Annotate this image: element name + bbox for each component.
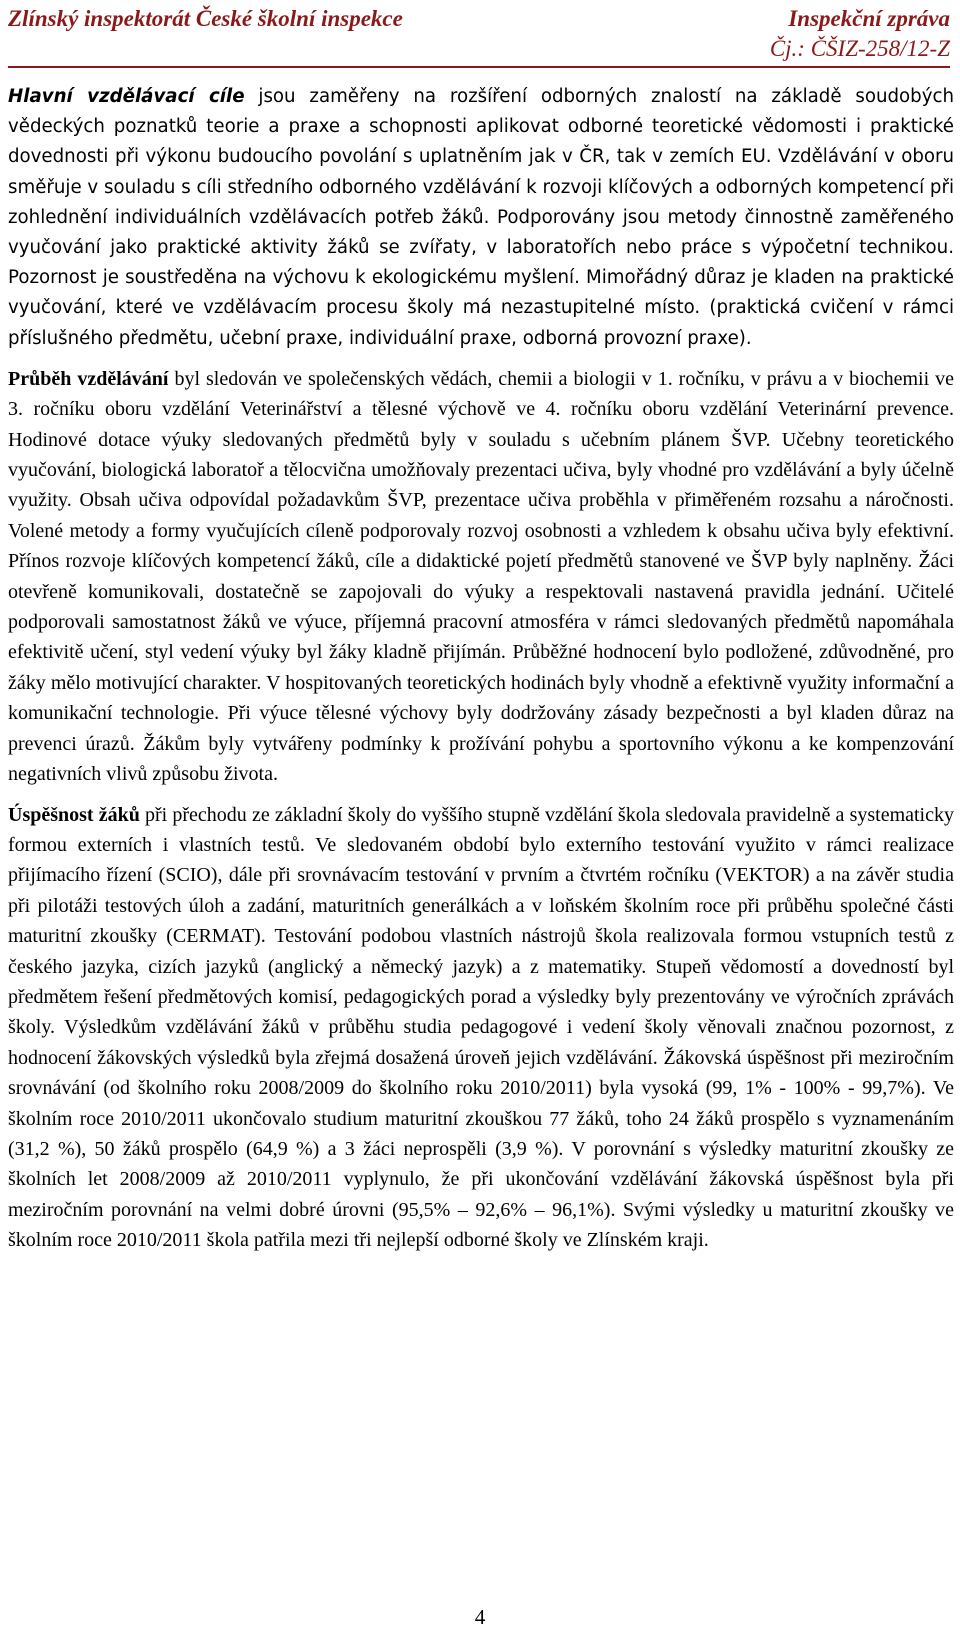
paragraph-lead: Hlavní vzdělávací cíle (8, 86, 245, 107)
paragraph-educational-goals (8, 82, 954, 354)
paragraph-education-course (8, 364, 954, 790)
header-reference-number: Čj.: ČŠIZ-258/12-Z (769, 36, 950, 61)
paragraph-text: byl sledován ve společenských vědách, chemii a biologii v 1. ročníku, v právu a v biochemii ve 3. ročníku oboru vzdělání Veterinářství a tělesné výchově ve 4. ročníku oboru vzdělání Veterinární prevence. Hodinové dotace výuky sledovaných předmětů byly v souladu s učebním plánem ŠVP. Učebny teoretického vyučování, biologická laboratoř a tělocvična umožňovaly prezentaci učiva, byly vhodné pro vzdělávání a byly účelně využity. Obsah učiva odpovídal požadavkům ŠVP, prezentace učiva proběhla v přiměřeném rozsahu a náročnosti. Volené metody a formy vyučujících cíleně podporovaly rozvoj osobnosti a vzhledem k obsahu učiva byly efektivní. Přínos rozvoje klíčových kompetencí žáků, cíle a didaktické pojetí předmětů stanovené ve ŠVP byly naplněny. Žáci otevřeně komunikovali, dostatečně se zapojovali do výuky a respektovali nastavená pravidla jednání. Učitelé podporovali samostatnost žáků ve výuce, příjemná pracovní atmosféra v rámci sledovaných předmětů napomáhala efektivitě učení, styl vedení výuky byl žáky kladně přijímán. Průběžné hodnocení bylo podložené, zdůvodněné, pro žáky mělo motivující charakter. V hospitovaných teoretických hodinách byly vhodně a efektivně využity informační a komunikační technologie. Při výuce tělesné výchovy byly dodržovány zásady bezpečnosti a byl kladen důraz na prevenci úrazů. Žákům byly vytvářeny podmínky k prožívání pohybu a sportovního výkonu a ke kompenzování negativních vlivů způsobu života. (8, 367, 955, 786)
paragraph-student-success (8, 800, 954, 1256)
header-divider (8, 66, 950, 68)
paragraph-text: jsou zaměřeny na rozšíření odborných znalostí na základě soudobých vědeckých poznatků teorie a praxe a schopnosti aplikovat odborné teoretické vědomosti i praktické dovednosti při výkonu budoucího povolání s uplatněním jak v ČR, tak v zemích EU. Vzdělávání v oboru směřuje v souladu s cíli středního odborného vzdělávání k rozvoji klíčových a odborných kompetencí při zohlednění individuálních vzdělávacích potřeb žáků. Podporovány jsou metody činnostně zaměřeného vyučování jako praktické aktivity žáků se zvířaty, v laboratořích nebo práce s výpočetní technikou. Pozornost je soustředěna na výchovu k ekologickému myšlení. Mimořádný důraz je kladen na praktické vyučování, které ve vzdělávacím procesu školy má nezastupitelné místo. (praktická cvičení v rámci příslušného předmětu, učební praxe, individuální praxe, odborná provozní praxe). (8, 86, 954, 349)
header-report-title: Inspekční zpráva (788, 6, 950, 31)
page-header (0, 0, 960, 72)
header-inspectorate: Zlínský inspektorát České školní inspekce (8, 6, 403, 31)
document-body (8, 82, 954, 1256)
paragraph-text: při přechodu ze základní školy do vyššího stupně vzdělání škola sledovala pravidelně a systematicky formou externích i vlastních testů. Ve sledovaném období bylo externího testování využito v rámci realizace přijímacího řízení (SCIO), dále při srovnávacím testování v prvním a čtvrtém ročníku (VEKTOR) a na závěr studia při pilotáži testových úloh a zadání, maturitních generálkách a v loňském školním roce při průběhu společné části maturitní zkoušky (CERMAT). Testování podobou vlastních nástrojů škola realizovala formou vstupních testů z českého jazyka, cizích jazyků (anglický a německý jazyk) a z matematiky. Stupeň vědomostí a dovedností byl předmětem řešení předmětových komisí, pedagogických porad a výsledky byly prezentovány ve výročních zprávách školy. Výsledkům vzdělávání žáků v průběhu studia pedagogové i vedení školy věnovali značnou pozornost, z hodnocení žákovských výsledků byla zřejmá dosažená úroveň jejich vzdělávání. Žákovská úspěšnost při meziročním srovnávání (od školního roku 2008/2009 do školního roku 2010/2011) byla vysoká (99, 1% - 100% - 99,7%). Ve školním roce 2010/2011 ukončovalo studium maturitní zkouškou 77 žáků, toho 24 žáků prospělo s vyznamenáním (31,2 %), 50 žáků prospělo (64,9 %) a 3 žáci neprospěli (3,9 %). V porovnání s výsledky maturitní zkoušky ze školních let 2008/2009 až 2010/2011 vyplynulo, že při ukončování vzdělávání žákovská úspěšnost byla při meziročním porovnání na velmi dobré úrovni (95,5% – 92,6% – 96,1%). Svými výsledky u maturitní zkoušky ve školním roce 2010/2011 škola patřila mezi tři nejlepší odborné školy ve Zlínském kraji. (8, 803, 954, 1252)
page-number: 4 (474, 1605, 486, 1629)
paragraph-lead: Průběh vzdělávání (8, 367, 169, 390)
paragraph-lead: Úspěšnost žáků (8, 803, 140, 826)
